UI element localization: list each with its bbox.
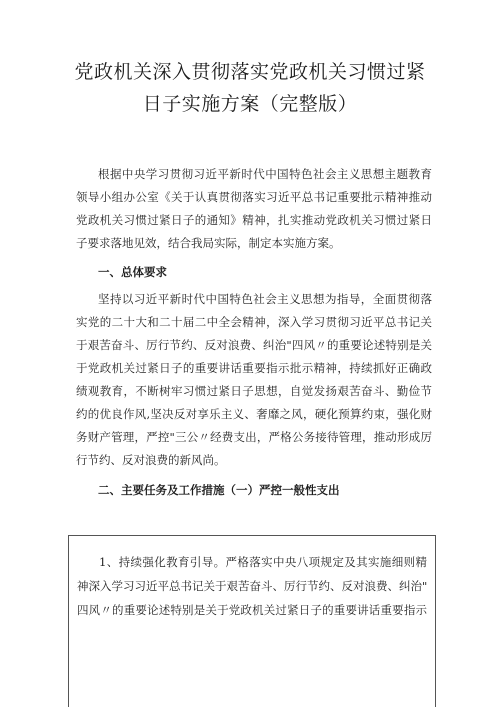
section1-paragraph-line: 于党政机关过紧日子的重要讲话重要指示批示精神，持续抓好正确政 (76, 361, 432, 375)
box-paragraph-line: 神深入学习习近平总书记关于艰苦奋斗、厉行节约、反对浪费、纠治" (77, 579, 427, 593)
text-box (68, 535, 436, 707)
section-heading-main-tasks: 二、主要任务及工作措施（一）严控一般性支出 (98, 483, 340, 497)
intro-paragraph-line: 子要求落地见效，结合我局实际，制定本实施方案。 (76, 236, 341, 250)
section1-paragraph-line: 坚持以习近平新时代中国特色社会主义思想为指导，全面贯彻落 (98, 292, 432, 306)
document-title-line-2: 日子实施方案（完整版） (142, 93, 358, 115)
intro-paragraph-line: 根据中央学习贯彻习近平新时代中国特色社会主义思想主题教育 (98, 167, 432, 181)
box-paragraph-line: 1、持续强化教育引导。严格落实中央八项规定及其实施细则精 (99, 555, 427, 569)
section1-paragraph-line: 行节约、反对浪费的新风尚。 (76, 453, 226, 467)
section1-paragraph-line: 约的优良作风,坚决反对享乐主义、奢靡之风，硬化预算约束，强化财 (76, 407, 432, 421)
section1-paragraph-line: 绩观教育，不断树牢习惯过紧日子思想，自觉发扬艰苦奋斗、勤俭节 (76, 384, 432, 398)
document-title-line-1: 党政机关深入贯彻落实党政机关习惯过紧 (74, 61, 426, 83)
section-heading-general-requirements: 一、总体要求 (98, 265, 167, 279)
box-paragraph-line: 四风〃的重要论述特别是关于党政机关过紧日子的重要讲话重要指示 (77, 603, 427, 617)
intro-paragraph-line: 党政机关习惯过紧日子的通知》精神，扎实推动党政机关习惯过紧日 (76, 213, 432, 227)
section1-paragraph-line: 于艰苦奋斗、厉行节约、反对浪费、纠治"四风〃的重要论述特别是关 (76, 338, 432, 352)
section1-paragraph-line: 务财产管理，严控"三公〃经费支出，严格公务接待管理，推动形成厉 (76, 430, 432, 444)
intro-paragraph-line: 领导小组办公室《关于认真贯彻落实习近平总书记重要批示精神推动 (76, 190, 432, 204)
section1-paragraph-line: 实党的二十大和二十届二中全会精神，深入学习贯彻习近平总书记关 (76, 315, 432, 329)
